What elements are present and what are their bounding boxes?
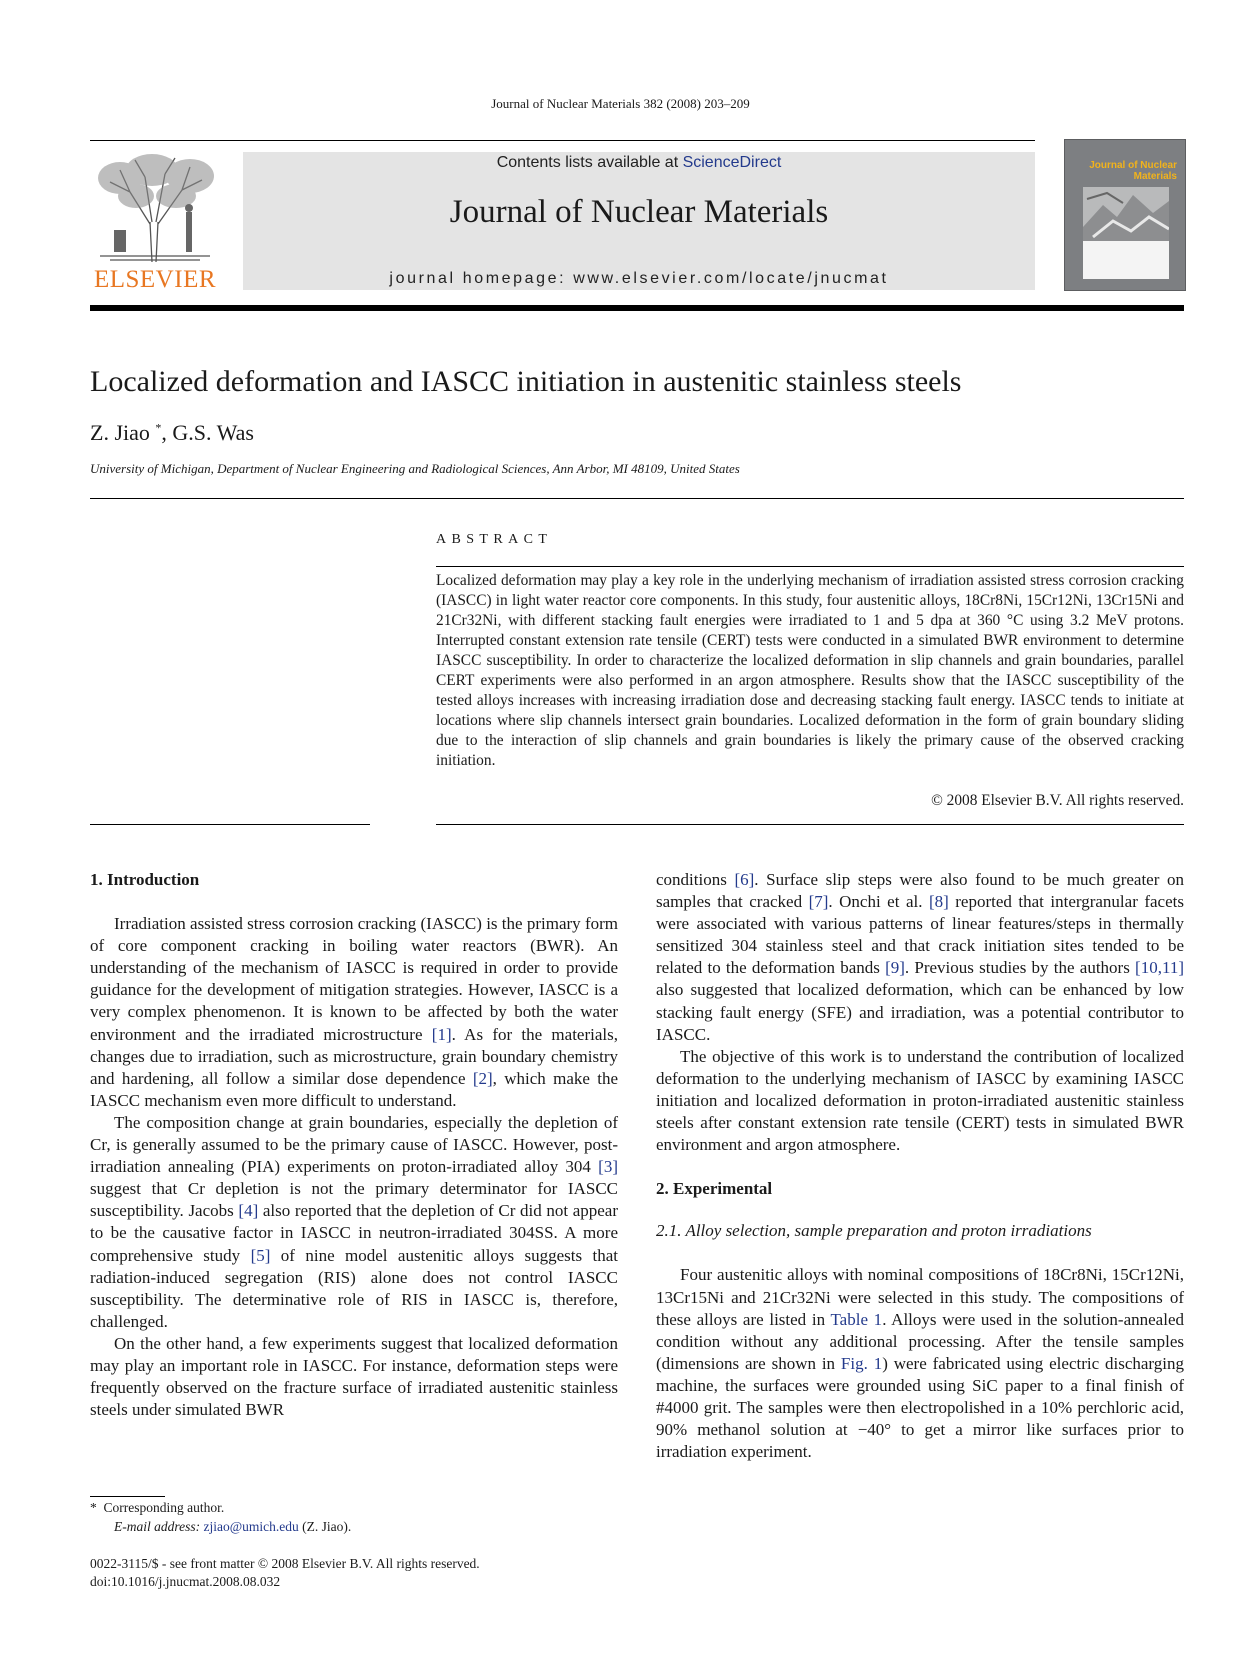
- footnote-corresponding-text: Corresponding author.: [103, 1500, 225, 1515]
- cover-micrograph-icon: [1083, 187, 1169, 241]
- header-rule: [90, 140, 1035, 141]
- abstract-text: Localized deformation may play a key role in the underlying mechanism of irradiation assisted stress corrosion cracking (IASCC) in light water reactor core components. In this study, four austenitic alloys, 18Cr8Ni, 15Cr12Ni, 13Cr15Ni and 21Cr32Ni, with different stacking fault energies were irradiated to 1 and 5 dpa at 360 °C using 3.2 MeV protons. Interrupted constant extension rate tensile (CERT) tests were conducted in a simulated BWR environment to determine IASCC susceptibility. In order to characterize the localized deformation in slip channels and grain boundaries, parallel CERT experiments were also performed in an argon atmosphere. Results show that the IASCC susceptibility of the tested alloys increases with increasing irradiation dose and decreasing stacking fault energy. IASCC tends to initiate at locations where slip channels intersect grain boundaries. Localized deformation in the form of grain boundary sliding due to the interaction of slip channels and grain boundaries is likely the primary cause of the observed cracking initiation.: [436, 572, 1184, 769]
- contents-prefix: Contents lists available at: [496, 154, 683, 171]
- reference-link[interactable]: [9]: [885, 958, 905, 978]
- email-label: E-mail address:: [114, 1519, 201, 1534]
- journal-cover-thumbnail: [1064, 139, 1186, 291]
- footnote-corresponding: [90, 1500, 224, 1516]
- cover-image: [1083, 187, 1169, 241]
- corresponding-mark[interactable]: *: [155, 420, 162, 435]
- article-title: Localized deformation and IASCC initiation in austenitic stainless steels: [90, 365, 962, 398]
- subsection-heading: 2.1. Alloy selection, sample preparation and proton irradiations: [656, 1221, 1092, 1241]
- contents-line: [243, 154, 1035, 172]
- elsevier-logo: [90, 152, 220, 292]
- tree-icon: [90, 152, 220, 264]
- abstract-bottom-rule: [436, 824, 1184, 825]
- email-link[interactable]: zjiao@umich.edu: [203, 1519, 299, 1534]
- reference-link[interactable]: [7]: [808, 892, 829, 912]
- paragraph-1: Irradiation assisted stress corrosion cracking (IASCC) is the primary form of core component cracking in boiling water reactors (BWR). An understanding of the mechanism of IASCC is required in order to provide guidance for the development of mitigation strategies. However, IASCC is a very complex phenomenon. It is known to be affected by both the water environment and the irradiated microstructure [1]. As for the materials, changes due to irradiation, such as microstructure, grain boundary chemistry and hardening, all follow a similar dose dependence [2], which make the IASCC mechanism even more difficult to understand.: [90, 914, 619, 1110]
- paragraph-alloys: Four austenitic alloys with nominal compositions of 18Cr8Ni, 15Cr12Ni, 13Cr15Ni and 21Cr32Ni were selected in this study. The compositions of these alloys are listed in Table 1. Alloys were used in the solution-annealed condition without any additional processing. After the tensile samples (dimensions are shown in Fig. 1) were fabricated using electric discharging machine, the surfaces were grounded using SiC paper to a final finish of #4000 grit. The samples were then electropolished in a 10% perchloric acid, 90% methanol solution at −40° to get a mirror like surfaces prior to irradiation experiment.: [656, 1265, 1185, 1462]
- journal-citation: Journal of Nuclear Materials 382 (2008) 203–209: [491, 96, 750, 111]
- footnote-email: [114, 1519, 351, 1535]
- cover-title: Journal of Nuclear Materials: [1089, 160, 1177, 182]
- reference-link[interactable]: [1]: [431, 1024, 452, 1044]
- reference-link[interactable]: [10,11]: [1135, 958, 1184, 978]
- footnote-mark: *: [90, 1500, 97, 1515]
- elsevier-wordmark: ELSEVIER: [93, 266, 217, 293]
- issn-line: 0022-3115/$ - see front matter © 2008 Elsevier B.V. All rights reserved.: [90, 1556, 480, 1571]
- reference-link[interactable]: [2]: [472, 1068, 493, 1088]
- cover-lower-panel: [1083, 241, 1169, 279]
- paragraph-3-continued: conditions [6]. Surface slip steps were also found to be much greater on samples that cracked [7]. Onchi et al. [8] reported that intergranular facets were associated with various patterns of linear features/steps in thermally sensitized 304 stainless steel and that crack initiation sites tended to be related to the deformation bands [9]. Previous studies by the authors [10,11] also suggested that localized deformation, which can be enhanced by low stacking fault energy (SFE) and irradiation, was a potential contributor to IASCC.: [656, 870, 1184, 1044]
- paragraph-2: The composition change at grain boundaries, especially the depletion of Cr, is generally assumed to be the primary cause of IASCC. However, post-irradiation annealing (PIA) experiments on proton-irradiated alloy 304 [3] suggest that Cr depletion is not the primary determinator for IASCC susceptibility. Jacobs [4] also reported that the depletion of Cr did not appear to be the causative factor in IASCC in neutron-irradiated 304SS. A more comprehensive study [5] of nine model austenitic alloys suggests that radiation-induced segregation (RIS) alone does not control IASCC susceptibility. The determinative role of RIS in IASCC is, therefore, challenged.: [90, 1112, 619, 1331]
- abstract-copyright: © 2008 Elsevier B.V. All rights reserved.: [931, 792, 1184, 809]
- journal-banner: [243, 152, 1035, 290]
- reference-link[interactable]: [6]: [734, 870, 755, 889]
- section-heading-experimental: 2. Experimental: [656, 1179, 773, 1199]
- authors: [90, 420, 254, 446]
- reference-link[interactable]: [5]: [250, 1245, 271, 1265]
- doi-line[interactable]: doi:10.1016/j.jnucmat.2008.08.032: [90, 1574, 281, 1589]
- reference-link[interactable]: [4]: [238, 1201, 259, 1221]
- journal-title: Journal of Nuclear Materials: [449, 194, 829, 230]
- abstract-heading: ABSTRACT: [436, 532, 553, 547]
- section-heading-introduction: 1. Introduction: [90, 870, 200, 889]
- footnote-rule: [90, 1496, 165, 1497]
- sciencedirect-link[interactable]: ScienceDirect: [682, 154, 782, 171]
- affiliation: University of Michigan, Department of Nuclear Engineering and Radiological Sciences, Ann Arbor, MI 48109, United States: [90, 461, 740, 476]
- author-jiao[interactable]: Z. Jiao: [90, 420, 150, 445]
- author-was[interactable]: , G.S. Was: [161, 420, 254, 445]
- abstract-top-rule: [436, 566, 1184, 567]
- title-rule: [90, 498, 1184, 499]
- body-column-right: [656, 869, 1184, 1463]
- journal-homepage[interactable]: journal homepage: www.elsevier.com/locate/jnucmat: [389, 270, 889, 287]
- reference-link[interactable]: [8]: [928, 892, 949, 912]
- body-column-left: [90, 869, 618, 1421]
- email-suffix: (Z. Jiao).: [298, 1519, 352, 1534]
- paragraph-3: On the other hand, a few experiments suggest that localized deformation may play an important role in IASCC. For instance, deformation steps were frequently observed on the fracture surface of irradiated austenitic stainless steels under simulated BWR: [90, 1333, 618, 1420]
- figure-link[interactable]: Fig. 1: [840, 1353, 883, 1373]
- paragraph-objective: The objective of this work is to understand the contribution of localized deformation to the underlying mechanism of IASCC by examining IASCC initiation and localized deformation in proton-irradiated austenitic stainless steels after constant extension rate tensile (CERT) tests in simulated BWR environment and argon atmosphere.: [656, 1046, 1184, 1155]
- table-link[interactable]: Table 1: [830, 1309, 883, 1329]
- left-column-rule: [90, 824, 370, 825]
- header-thick-rule: [90, 305, 1184, 311]
- reference-link[interactable]: [3]: [598, 1157, 618, 1177]
